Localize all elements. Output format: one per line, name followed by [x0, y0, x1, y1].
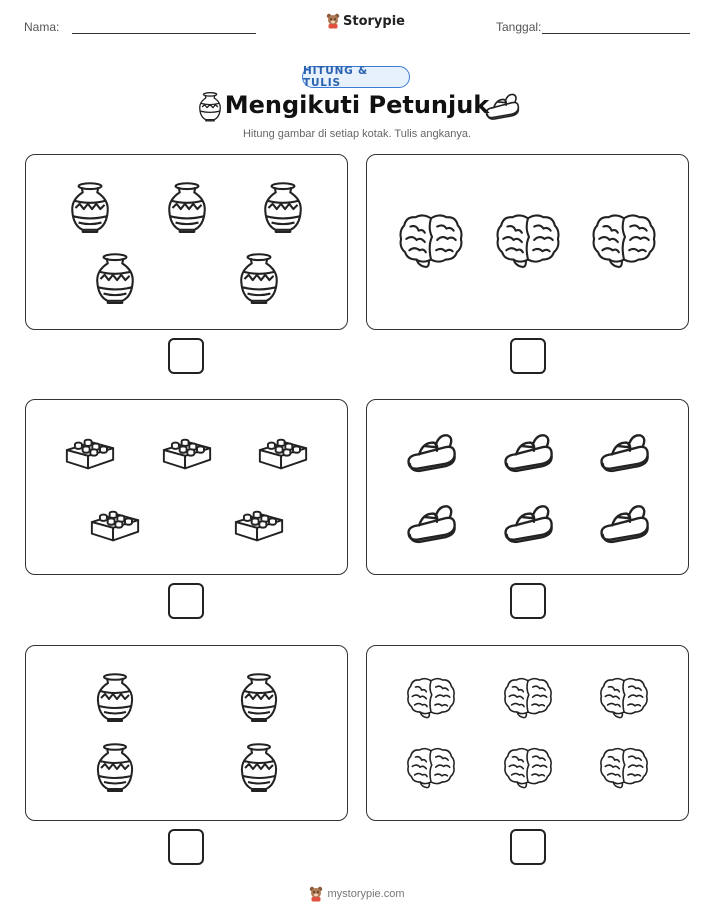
- brain-icon: [591, 212, 657, 274]
- vase-icon: [238, 743, 280, 797]
- category-badge: HITUNG & TULIS: [302, 66, 410, 88]
- sandal-icon: [598, 502, 650, 548]
- answer-box-3[interactable]: [168, 583, 204, 619]
- date-label: Tanggal:: [496, 20, 542, 34]
- bear-mascot-icon: [326, 13, 340, 29]
- toy-brick-icon: [88, 504, 142, 548]
- name-label: Nama:: [24, 20, 60, 34]
- answer-box-4[interactable]: [510, 583, 546, 619]
- brain-icon: [503, 676, 553, 724]
- sandal-icon: [484, 91, 520, 121]
- toy-brick-icon: [256, 432, 310, 476]
- vase-icon: [165, 182, 209, 238]
- answer-box-5[interactable]: [168, 829, 204, 865]
- answer-box-1[interactable]: [168, 338, 204, 374]
- count-panel-5: [25, 645, 348, 821]
- sandal-icon: [598, 431, 650, 477]
- vase-icon: [237, 253, 281, 309]
- toy-brick-icon: [63, 432, 117, 476]
- brain-icon: [398, 212, 464, 274]
- page-title: Mengikuti Petunjuk: [224, 91, 490, 119]
- count-panel-6: [366, 645, 689, 821]
- answer-box-2[interactable]: [510, 338, 546, 374]
- sandal-icon: [405, 431, 457, 477]
- vase-icon: [94, 673, 136, 727]
- vase-icon: [238, 673, 280, 727]
- vase-icon: [93, 253, 137, 309]
- brain-icon: [406, 746, 456, 794]
- footer-url: mystorypie.com: [327, 888, 405, 900]
- brain-icon: [503, 746, 553, 794]
- vase-icon: [261, 182, 305, 238]
- toy-brick-icon: [232, 504, 286, 548]
- brain-icon: [406, 676, 456, 724]
- footer: [0, 886, 714, 902]
- vase-icon: [94, 743, 136, 797]
- sandal-icon: [405, 502, 457, 548]
- count-panel-2: [366, 154, 689, 330]
- toy-brick-icon: [160, 432, 214, 476]
- brand-logo: [326, 13, 405, 29]
- brain-icon: [495, 212, 561, 274]
- sandal-icon: [502, 431, 554, 477]
- vase-icon: [68, 182, 112, 238]
- brain-icon: [599, 676, 649, 724]
- answer-box-6[interactable]: [510, 829, 546, 865]
- count-panel-3: [25, 399, 348, 575]
- sandal-icon: [502, 502, 554, 548]
- count-panel-1: [25, 154, 348, 330]
- name-field[interactable]: [72, 33, 256, 34]
- brain-icon: [599, 746, 649, 794]
- date-field[interactable]: [542, 33, 690, 34]
- instructions: Hitung gambar di setiap kotak. Tulis angkanya.: [242, 128, 472, 140]
- bear-mascot-icon: [309, 886, 323, 902]
- count-panel-4: [366, 399, 689, 575]
- brand-name: Storypie: [343, 13, 405, 29]
